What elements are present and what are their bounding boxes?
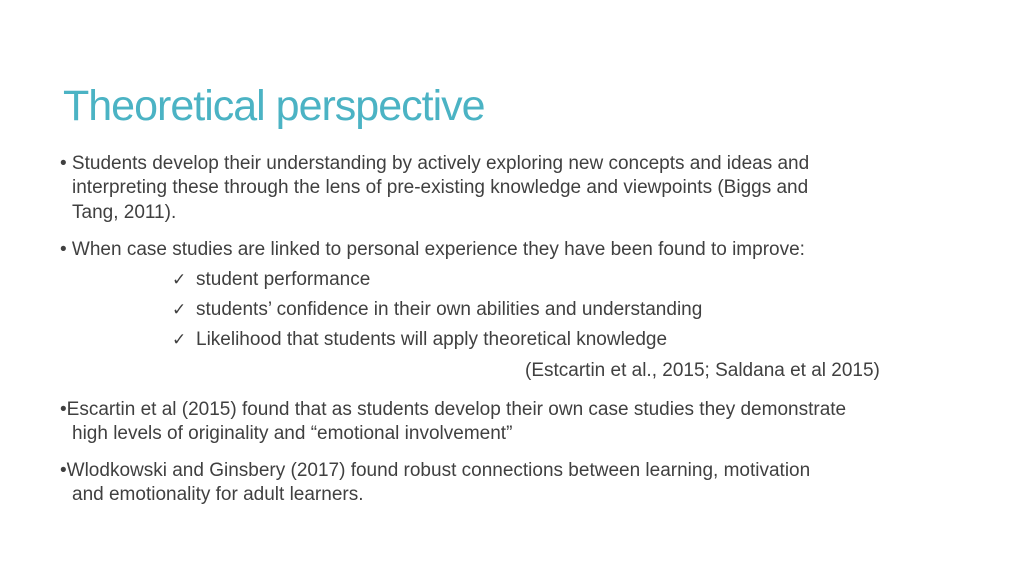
bullet-3-line-1: •Escartin et al (2015) found that as students develop their own case studies they demonstrate [60,399,847,420]
bullet-4-line-1: •Wlodkowski and Ginsbery (2017) found robust connections between learning, motivation [60,460,811,481]
bullet-1-line-1: • Students develop their understanding by actively exploring new concepts and ideas and [60,153,810,174]
bullet-3-line-2: high levels of originality and “emotional involvement” [72,423,513,444]
bullet-4-line-2: and emotionality for adult learners. [72,484,364,505]
citation: (Estcartin et al., 2015; Saldana et al 2015) [525,360,880,381]
checklist-item [172,328,667,353]
bullet-1-line-3: Tang, 2011). [72,202,177,223]
check-icon: ✓ [172,330,187,350]
check-icon: ✓ [172,300,187,320]
bullet-2-line-1: • When case studies are linked to personal experience they have been found to improve: [60,239,805,260]
checklist-item-label: students’ confidence in their own abilities and understanding [196,299,703,320]
checklist-item-label: Likelihood that students will apply theoretical knowledge [196,329,668,350]
bullet-1-line-2: interpreting these through the lens of pre-existing knowledge and viewpoints (Biggs and [72,177,809,198]
checklist-item [172,298,702,323]
checklist-item [172,268,370,293]
checklist-item-label: student performance [196,269,371,290]
check-icon: ✓ [172,270,187,290]
slide-title: Theoretical perspective [63,82,485,130]
